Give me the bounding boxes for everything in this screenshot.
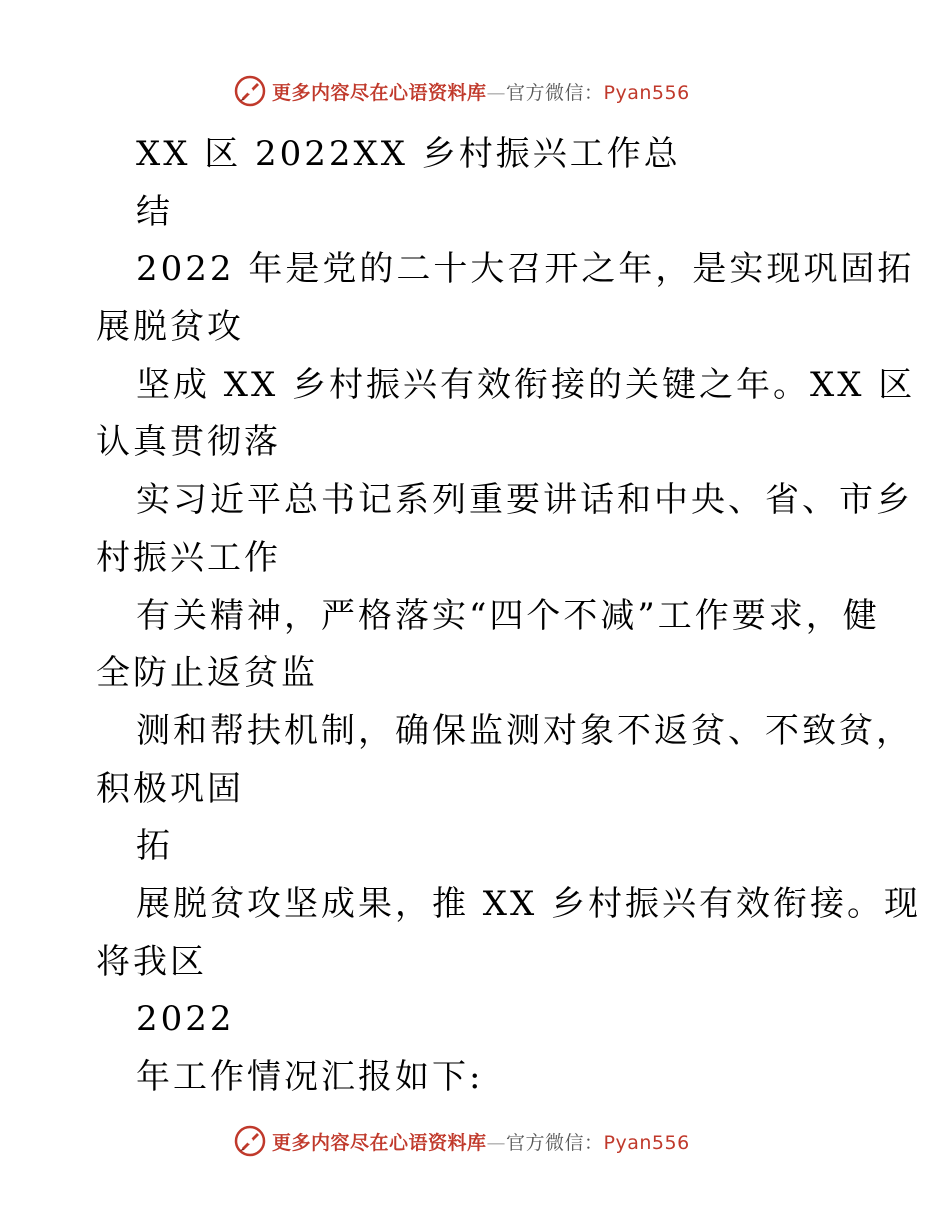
paragraph-line: 年工作情况汇报如下: [136,1057,484,1097]
document-body [96,126,922,1107]
watermark-separator: — [486,81,507,104]
paragraph-line: 积极巩固 [96,768,244,809]
watermark-subtitle: 官方微信： [506,81,604,104]
watermark-footer [233,1121,690,1161]
paragraph-line: 展脱贫攻 [96,307,244,348]
paragraph-line: 实习近平总书记系列重要讲话和中央、省、市乡 [136,480,913,521]
paragraph-line: 将我区 [96,941,207,982]
watermark-brand: 更多内容尽在心语资料库 [272,1131,487,1154]
paragraph-line: 2022 年是党的二十大召开之年，是实现巩固拓 [136,249,915,290]
watermark-subtitle: 官方微信： [506,1131,604,1154]
document-title-line-2: 结 [136,191,173,232]
document-title-line-1: XX 区 2022XX 乡村振兴工作总 [136,134,681,174]
paragraph-line: 有关精神，严格落实“四个不减”工作要求，健 [136,595,880,636]
paragraph-line: 展脱贫攻坚成果，推 XX 乡村振兴有效衔接。现 [136,883,922,924]
paragraph-line: 全防止返贫监 [96,653,318,694]
quill-pen-logo-icon [233,74,267,108]
paragraph-line: 坚成 XX 乡村振兴有效衔接的关键之年。XX 区 [136,364,916,405]
watermark-separator: — [486,1131,507,1154]
quill-pen-logo-icon [233,1124,267,1158]
watermark-header [233,71,690,111]
paragraph-line: 2022 [136,999,235,1040]
paragraph-line: 认真贯彻落 [96,422,281,463]
watermark-account: Pyan556 [603,1131,690,1154]
watermark-brand: 更多内容尽在心语资料库 [272,81,487,104]
paragraph-line: 拓 [136,826,173,867]
paragraph-line: 测和帮扶机制，确保监测对象不返贫、不致贫， [136,710,913,751]
watermark-account: Pyan556 [603,81,690,104]
paragraph-line: 村振兴工作 [96,537,281,578]
